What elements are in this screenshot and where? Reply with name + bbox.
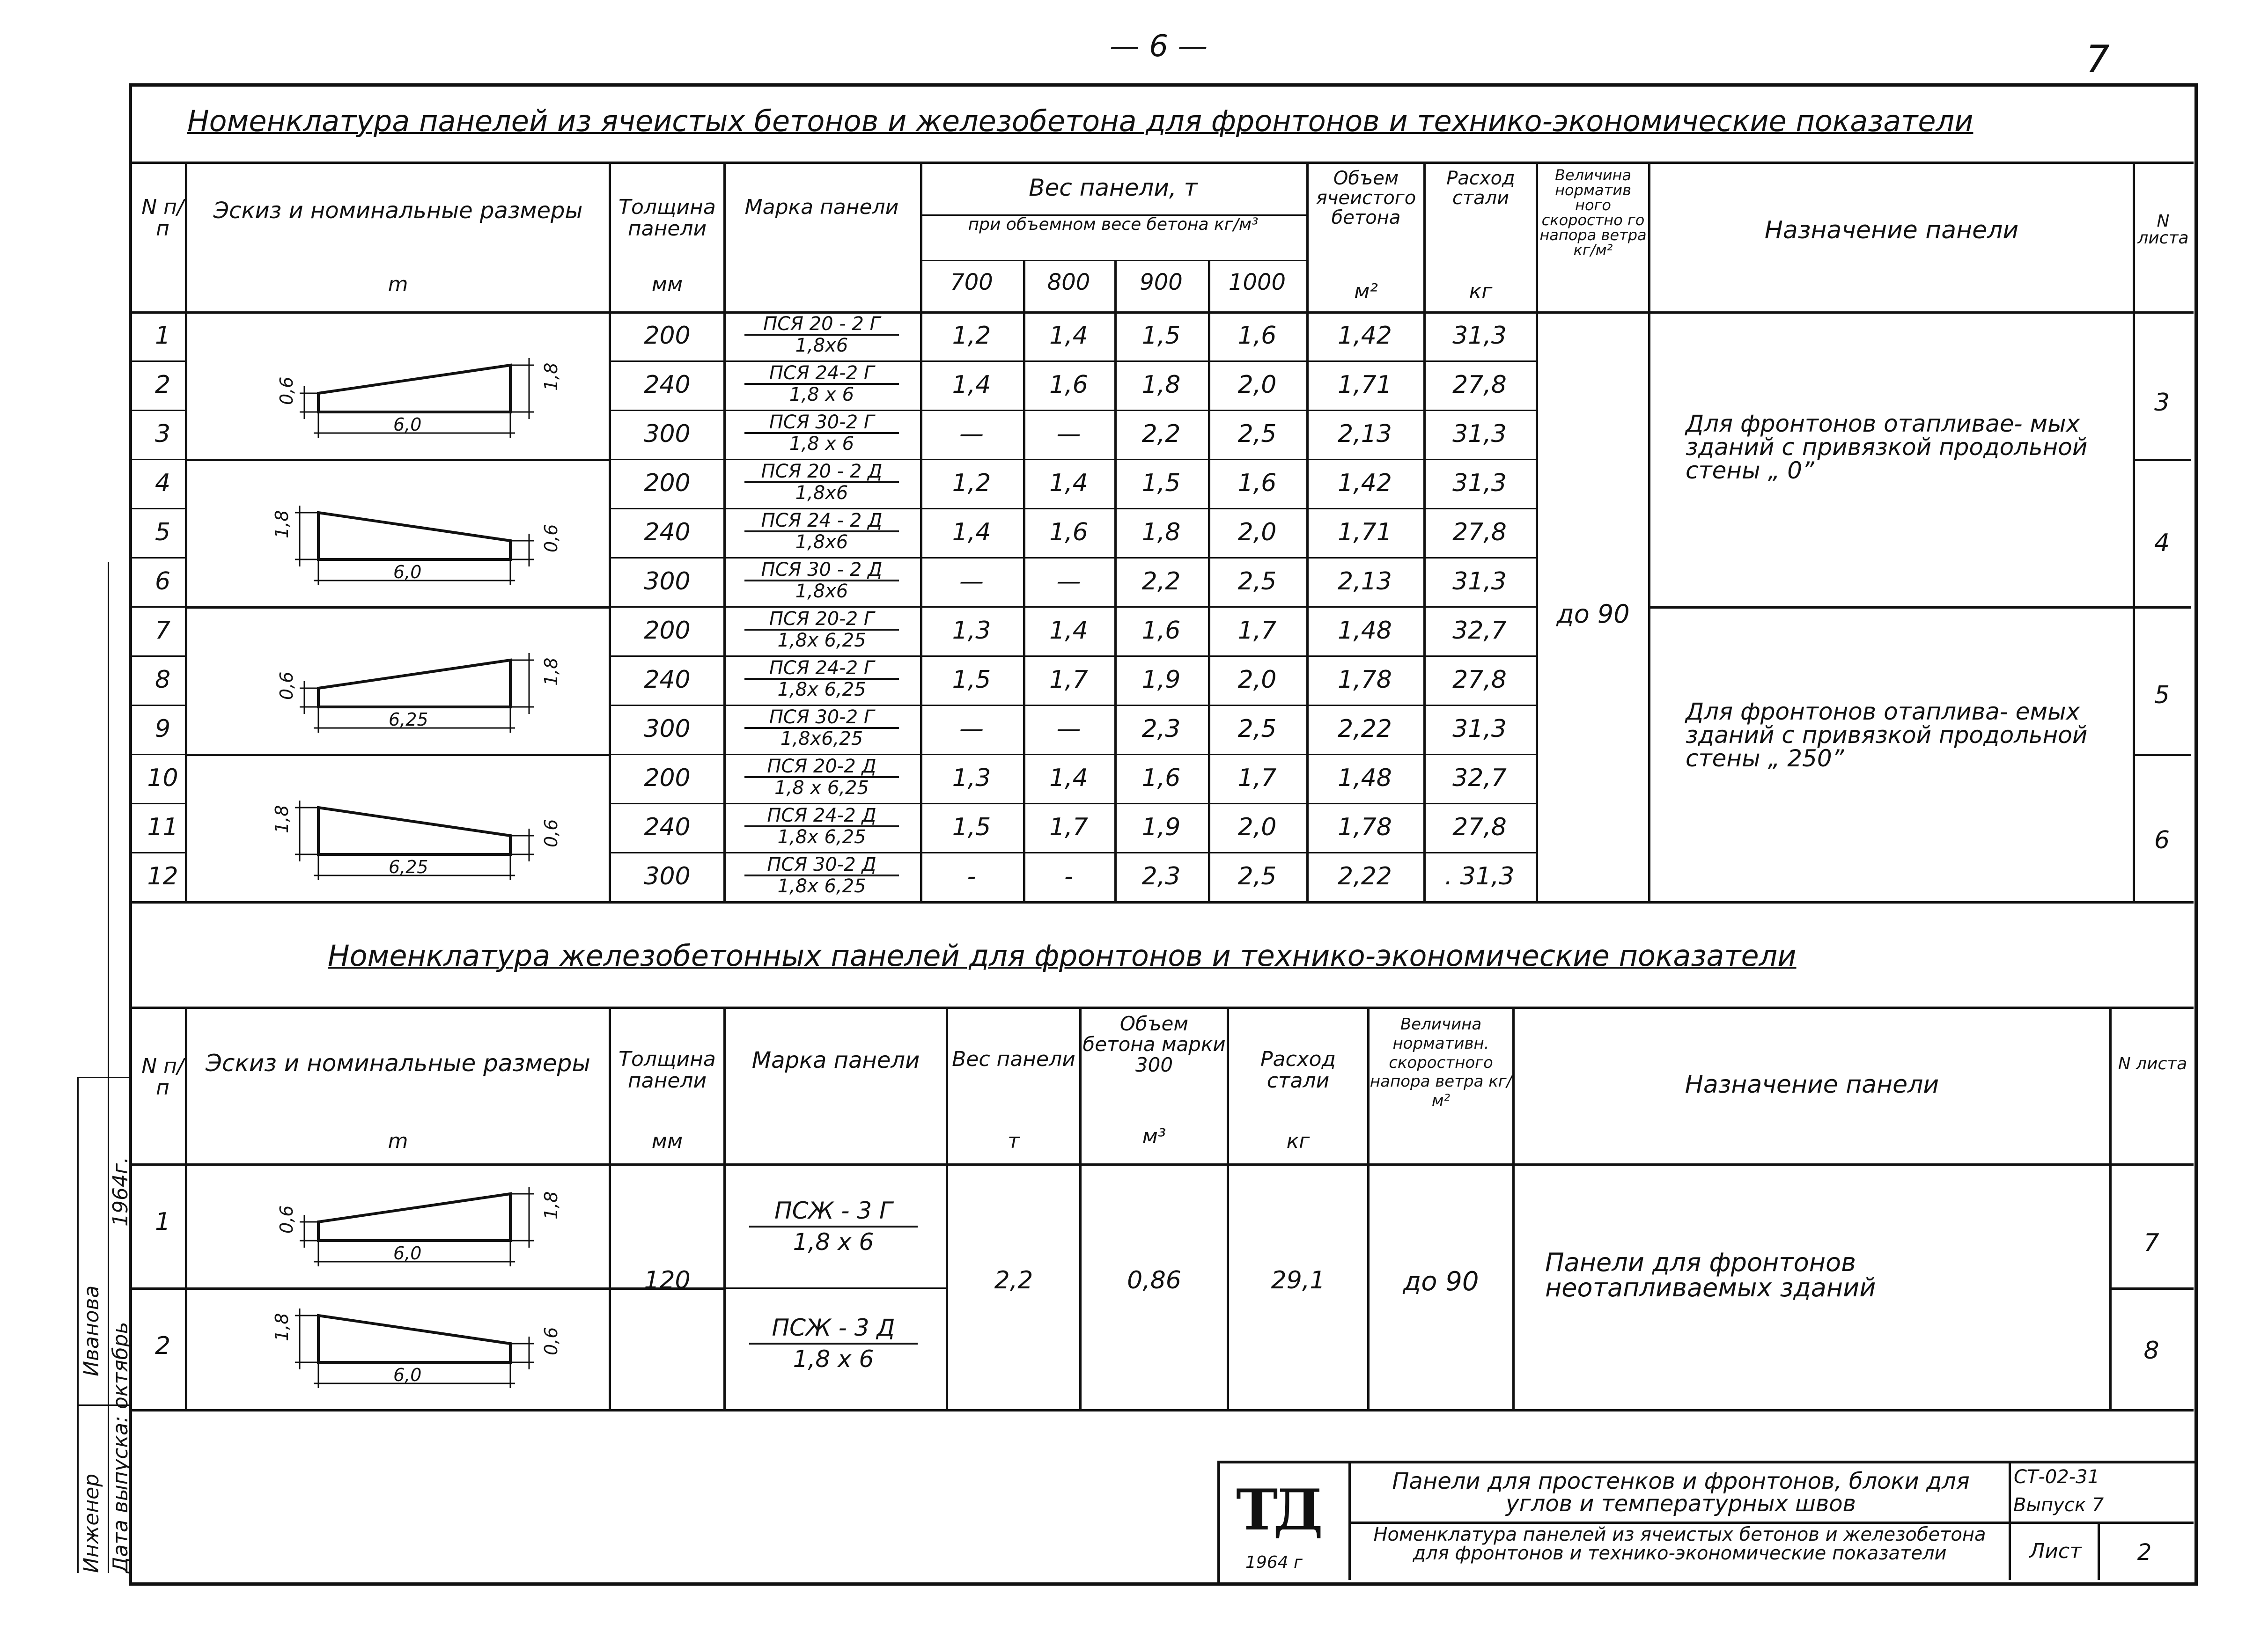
t1-row-7-w900: 1,6 [1141, 617, 1181, 645]
t1-density-900: 900 [1140, 269, 1183, 295]
t1-sketch-2-left: 1,8 [272, 510, 292, 538]
t2-row-1-mark [749, 1196, 918, 1257]
t1-row-9-mark-top: ПСЯ 30-2 Г [744, 707, 899, 729]
t1-row-5-t: 240 [644, 518, 691, 546]
t1-row-1-vol: 1,42 [1338, 322, 1392, 350]
t1-row-6-w800: — [1056, 567, 1081, 595]
t1-sheet-5: 5 [2154, 681, 2170, 709]
t1-row-rule [129, 655, 185, 657]
t2-header-purpose: Назначение панели [1685, 1071, 1939, 1099]
t1-row-4-mark [744, 462, 899, 503]
t2-header-thickness: Толщина панели [619, 1047, 716, 1093]
stamp-date-label: Дата выпуска: октябрь [109, 1322, 133, 1573]
title-block-code: СТ-02-31 [2013, 1466, 2100, 1488]
t1-row-4-n: 4 [155, 469, 171, 497]
title-block-sheet-num: 2 [2137, 1539, 2152, 1566]
t1-header-volume: Объем ячеистого бетона [1316, 168, 1416, 228]
t2-row-2-mark [749, 1313, 918, 1374]
t1-row-rule [609, 459, 1536, 460]
t1-row-5-mark-top: ПСЯ 24 - 2 Д [744, 511, 899, 532]
t1-row-8-vol: 1,78 [1338, 666, 1392, 694]
t2-row-2-num: 2 [155, 1332, 171, 1360]
t1-row-10-mark [744, 757, 899, 798]
t1-row-11-steel: 27,8 [1452, 813, 1507, 841]
t1-row-4-mark-top: ПСЯ 20 - 2 Д [744, 462, 899, 483]
t1-header-steel-unit: кг [1469, 279, 1493, 303]
t1-row-4-steel: 31,3 [1452, 469, 1507, 497]
t1-row-1-w700: 1,2 [952, 322, 991, 350]
t1-row-rule [609, 557, 1536, 559]
t1-sheet-rule [2133, 459, 2191, 461]
t1-row-11-w1000: 2,0 [1237, 813, 1277, 841]
t1-row-10-vol: 1,48 [1338, 764, 1392, 792]
t1-row-6-vol: 2,13 [1338, 567, 1392, 595]
t1-row-11-w800: 1,7 [1049, 813, 1088, 841]
t1-sketch-1 [225, 346, 571, 440]
t1-row-2-w900: 1,8 [1141, 371, 1181, 399]
t2-sketch-2-length: 6,0 [393, 1365, 422, 1385]
t1-row-3-n: 3 [155, 420, 171, 448]
t1-row-6-mark-top: ПСЯ 30 - 2 Д [744, 560, 899, 581]
t1-row-7-mark-top: ПСЯ 20-2 Г [744, 609, 899, 631]
t1-row-12-mark [744, 855, 899, 896]
t1-row-12-w700: - [967, 862, 976, 890]
t1-row-9-w1000: 2,5 [1237, 715, 1277, 743]
stamp-rule [77, 1077, 129, 1078]
t1-row-rule [609, 606, 1536, 608]
t1-row-3-vol: 2,13 [1338, 420, 1392, 448]
t1-sketch-1-length: 6,0 [393, 414, 422, 435]
t1-row-8-mark-bot: 1,8х 6,25 [777, 679, 866, 700]
t1-sheet-3: 3 [2154, 389, 2170, 417]
t1-row-11-mark [744, 806, 899, 847]
t2-header-steel-unit: кг [1286, 1129, 1310, 1153]
tb-line [1348, 1461, 1351, 1580]
t2-col-line [185, 1007, 187, 1409]
table1-top-rule [129, 162, 2194, 164]
t1-row-5-mark [744, 511, 899, 552]
t1-row-rule [609, 754, 1536, 755]
t1-row-10-w1000: 1,7 [1237, 764, 1277, 792]
t2-header-sheet: N листа [2118, 1054, 2187, 1073]
t1-row-11-w900: 1,9 [1141, 813, 1181, 841]
t1-row-8-mark-top: ПСЯ 24-2 Г [744, 658, 899, 680]
t1-row-8-steel: 27,8 [1452, 666, 1507, 694]
t2-sketch-2-right: 0,6 [541, 1327, 561, 1355]
t1-row-4-mark-bot: 1,8х6 [795, 482, 848, 504]
t1-header-steel: Расход стали [1446, 168, 1515, 209]
t2-sketch-1-right: 1,8 [541, 1191, 561, 1220]
t2-thickness: 120 [644, 1266, 691, 1294]
t1-row-rule [129, 705, 185, 706]
t1-row-10-n: 10 [147, 764, 178, 792]
t1-row-4-w900: 1,5 [1141, 469, 1181, 497]
t1-sketch-2-length: 6,0 [393, 562, 422, 582]
t1-row-rule [129, 852, 185, 853]
t1-row-8-t: 240 [644, 666, 691, 694]
t1-row-8-w800: 1,7 [1049, 666, 1088, 694]
t2-row-2-sheet: 8 [2143, 1337, 2159, 1365]
t2-row-1-mark-bot: 1,8 х 6 [793, 1228, 874, 1256]
t2-header-bottom [129, 1163, 2194, 1166]
t1-sketch-4-right: 0,6 [541, 819, 561, 847]
t1-row-1-t: 200 [644, 322, 691, 350]
t1-header-weight-sub: при объемном весе бетона кг/м³ [968, 215, 1259, 234]
t1-row-7-mark-bot: 1,8х 6,25 [777, 630, 866, 651]
t1-row-2-mark-bot: 1,8 х 6 [789, 384, 854, 405]
t1-row-4-vol: 1,42 [1338, 469, 1392, 497]
t1-row-7-vol: 1,48 [1338, 617, 1392, 645]
title-block-issue: Выпуск 7 [2013, 1494, 2104, 1516]
t1-row-12-w1000: 2,5 [1237, 862, 1277, 890]
t2-steel: 29,1 [1271, 1266, 1325, 1294]
t2-row-2-mark-top: ПСЖ - 3 Д [749, 1313, 918, 1345]
t1-row-4-w800: 1,4 [1049, 469, 1088, 497]
t2-row-rule [723, 1287, 946, 1289]
t1-sketch-4-length: 6,25 [389, 857, 428, 877]
t1-row-9-vol: 2,22 [1338, 715, 1392, 743]
t1-row-3-mark [744, 412, 899, 454]
t1-row-10-t: 200 [644, 764, 691, 792]
t1-density-800: 800 [1047, 269, 1090, 295]
t1-row-10-w900: 1,6 [1141, 764, 1181, 792]
t1-sketch-2 [225, 494, 571, 588]
t1-row-2-w800: 1,6 [1049, 371, 1088, 399]
t1-sketch-3-left: 0,6 [276, 671, 297, 700]
t1-row-rule [129, 606, 185, 608]
t1-row-8-w1000: 2,0 [1237, 666, 1277, 694]
t2-header-thickness-unit: мм [651, 1129, 683, 1153]
t1-row-2-vol: 1,71 [1338, 371, 1392, 399]
t2-row-1-sheet: 7 [2143, 1229, 2159, 1257]
t1-row-rule [609, 508, 1536, 509]
t1-row-2-w700: 1,4 [952, 371, 991, 399]
t1-sketch-3-length: 6,25 [389, 709, 428, 730]
t1-row-7-steel: 32,7 [1452, 617, 1507, 645]
t1-sketch-3 [225, 641, 571, 735]
t1-row-rule [129, 557, 185, 559]
t1-row-10-w800: 1,4 [1049, 764, 1088, 792]
t1-row-12-steel: . 31,3 [1444, 862, 1515, 890]
t1-row-1-w900: 1,5 [1141, 322, 1181, 350]
t1-row-4-w1000: 1,6 [1237, 469, 1277, 497]
t1-row-7-mark [744, 609, 899, 650]
t1-row-11-t: 240 [644, 813, 691, 841]
t2-header-mark: Марка панели [751, 1047, 920, 1073]
t1-row-5-mark-bot: 1,8х6 [795, 531, 848, 553]
t1-row-5-w700: 1,4 [952, 518, 991, 546]
t1-row-1-steel: 31,3 [1452, 322, 1507, 350]
t1-row-9-n: 9 [155, 715, 171, 743]
t2-header-sketch: Эскиз и номинальные размеры [206, 1050, 590, 1077]
t1-row-1-mark-bot: 1,8х6 [795, 335, 848, 356]
stamp-role: Инженер [80, 1473, 103, 1573]
t1-purpose-b: Для фронтонов отаплива- емых зданий с привязкой продольной стены „ 250” [1686, 698, 2088, 772]
t1-row-4-w700: 1,2 [952, 469, 991, 497]
t1-row-rule [609, 655, 1536, 657]
t1-row-rule [129, 459, 185, 460]
t1-row-5-n: 5 [155, 518, 171, 546]
t1-row-10-w700: 1,3 [952, 764, 991, 792]
t2-header-num: N п/п [141, 1054, 184, 1100]
t1-row-10-steel: 32,7 [1452, 764, 1507, 792]
t1-row-3-mark-top: ПСЯ 30-2 Г [744, 412, 899, 434]
t2-header-volume: Объем бетона марки 300 [1082, 1012, 1226, 1077]
t1-row-9-steel: 31,3 [1452, 715, 1507, 743]
t2-sketch-1-left: 0,6 [276, 1205, 297, 1234]
t1-bottom-rule [129, 901, 2194, 904]
t2-row-rule [2109, 1287, 2194, 1290]
t1-group-rule [185, 754, 609, 756]
t1-header-wind: Величина норматив ного скоростно го напора ветра кг/м² [1539, 166, 1647, 259]
stamp-name: Иванова [80, 1285, 103, 1376]
t1-row-3-w800: — [1056, 420, 1081, 448]
t1-row-rule [129, 410, 185, 411]
t1-header-sketch-unit: m [388, 272, 408, 296]
title-block-sheet-label: Лист [2029, 1539, 2082, 1563]
t2-sketch-2 [225, 1297, 571, 1395]
t1-row-1-w1000: 1,6 [1237, 322, 1277, 350]
t1-row-rule [609, 410, 1536, 411]
page-number: — 6 — [1110, 29, 1208, 64]
t1-sheet-6: 6 [2154, 826, 2170, 854]
t1-row-1-n: 1 [155, 322, 171, 350]
t1-row-2-mark [744, 363, 899, 404]
stamp-year: 1964г. [109, 1156, 133, 1227]
left-margin-line-2 [77, 1077, 79, 1573]
t1-row-11-n: 11 [147, 813, 178, 841]
t1-row-5-w800: 1,6 [1049, 518, 1088, 546]
t2-header-wind: Величина нормативн. скоростного напора ветра кг/м² [1370, 1015, 1512, 1110]
t1-row-11-w700: 1,5 [952, 813, 991, 841]
t1-header-weight: Вес панели, т [1029, 174, 1198, 201]
t1-sketch-4-left: 1,8 [272, 805, 292, 833]
t1-row-rule [609, 852, 1536, 853]
t1-row-3-steel: 31,3 [1452, 420, 1507, 448]
t1-row-11-mark-bot: 1,8х 6,25 [777, 826, 866, 848]
t1-row-12-mark-top: ПСЯ 30-2 Д [744, 855, 899, 876]
t1-header-thickness: Толщина панели [619, 195, 716, 241]
t1-row-rule [129, 508, 185, 509]
t2-header-steel: Расход стали [1260, 1047, 1336, 1093]
t1-sketch-4 [225, 789, 571, 882]
t1-row-9-w700: — [959, 715, 984, 743]
t1-row-12-vol: 2,22 [1338, 862, 1392, 890]
t1-col-line [723, 162, 726, 901]
t1-group-rule [185, 459, 609, 461]
t2-header-sketch-unit: m [388, 1129, 408, 1153]
t1-sheet-4: 4 [2154, 529, 2170, 557]
t1-row-6-mark [744, 560, 899, 601]
t1-row-rule [129, 754, 185, 755]
t2-weight: 2,2 [994, 1266, 1033, 1294]
t1-row-5-w900: 1,8 [1141, 518, 1181, 546]
t1-col-line [1648, 162, 1650, 901]
t1-row-rule [609, 803, 1536, 804]
t2-header-weight-unit: т [1008, 1129, 1020, 1153]
t1-row-1-w800: 1,4 [1049, 322, 1088, 350]
t1-row-1-mark-top: ПСЯ 20 - 2 Г [744, 314, 899, 336]
t1-density-1000: 1000 [1228, 269, 1286, 295]
t2-row-1-num: 1 [155, 1208, 171, 1236]
t1-row-12-w900: 2,3 [1141, 862, 1181, 890]
t1-row-7-w1000: 1,7 [1237, 617, 1277, 645]
t1-row-2-t: 240 [644, 371, 691, 399]
t1-row-4-t: 200 [644, 469, 691, 497]
t1-row-8-w700: 1,5 [952, 666, 991, 694]
t1-row-12-t: 300 [644, 862, 691, 890]
t1-row-9-mark [744, 707, 899, 749]
t1-sheet-rule [2133, 606, 2191, 609]
t1-sketch-1-left: 0,6 [276, 376, 297, 405]
title-block-logo: ТД [1236, 1477, 1318, 1543]
t1-purpose-rule [1648, 606, 2133, 609]
t2-col-line [1512, 1007, 1515, 1409]
t2-row-2-mark-bot: 1,8 х 6 [793, 1345, 874, 1373]
t1-row-7-n: 7 [155, 617, 171, 645]
t1-col-line [1536, 162, 1538, 901]
t1-col-line [185, 162, 187, 901]
t1-row-3-t: 300 [644, 420, 691, 448]
t1-header-thickness-unit: мм [651, 272, 683, 296]
t1-row-8-mark [744, 658, 899, 699]
t2-sketch-1 [225, 1175, 571, 1269]
t1-density-rule [920, 260, 1306, 261]
t1-row-7-w700: 1,3 [952, 617, 991, 645]
t1-row-rule [609, 360, 1536, 362]
sheet-corner-number: 7 [2086, 37, 2110, 81]
t1-row-7-w800: 1,4 [1049, 617, 1088, 645]
t1-row-1-mark [744, 314, 899, 355]
t1-row-3-w900: 2,2 [1141, 420, 1181, 448]
t1-wind-value: до 90 [1556, 599, 1630, 629]
t1-row-3-w700: — [959, 420, 984, 448]
t1-row-rule [609, 705, 1536, 706]
t1-header-bottom [129, 311, 2194, 314]
t1-sheet-rule [2133, 754, 2191, 756]
t2-header-weight: Вес панели [952, 1047, 1075, 1071]
title-block-series: Панели для простенков и фронтонов, блоки для углов и температурных швов [1392, 1468, 1970, 1517]
title-block-year: 1964 г [1245, 1553, 1303, 1572]
t1-row-6-w700: — [959, 567, 984, 595]
t2-sketch-1-length: 6,0 [393, 1243, 422, 1264]
t1-row-6-w900: 2,2 [1141, 567, 1181, 595]
t1-sketch-3-right: 1,8 [541, 657, 561, 686]
t1-row-11-vol: 1,78 [1338, 813, 1392, 841]
t1-row-2-n: 2 [155, 371, 171, 399]
t1-row-12-n: 12 [147, 862, 178, 890]
t1-row-2-w1000: 2,0 [1237, 371, 1277, 399]
t1-row-10-mark-bot: 1,8 х 6,25 [774, 777, 869, 799]
t1-row-9-mark-bot: 1,8х6,25 [780, 728, 863, 750]
t1-header-sheet: N листа [2137, 212, 2189, 248]
t1-sketch-2-right: 0,6 [541, 524, 561, 552]
t1-row-2-mark-top: ПСЯ 24-2 Г [744, 363, 899, 385]
t1-row-5-steel: 27,8 [1452, 518, 1507, 546]
t1-row-6-mark-bot: 1,8х6 [795, 581, 848, 602]
t1-row-8-n: 8 [155, 666, 171, 694]
t1-row-rule [129, 803, 185, 804]
t2-purpose: Панели для фронтонов неотапливаемых зданий [1545, 1248, 1876, 1302]
t1-header-mark: Марка панели [744, 195, 899, 219]
t1-row-rule [129, 360, 185, 362]
t2-wind: до 90 [1403, 1266, 1479, 1297]
table2-title: Номенклатура железобетонных панелей для фронтонов и технико-экономические показатели [328, 939, 1797, 973]
t1-row-2-steel: 27,8 [1452, 371, 1507, 399]
tb-line [2009, 1461, 2011, 1580]
t1-row-6-t: 300 [644, 567, 691, 595]
t1-row-7-t: 200 [644, 617, 691, 645]
t1-row-3-w1000: 2,5 [1237, 420, 1277, 448]
t2-bottom-rule [129, 1409, 2194, 1411]
t1-row-8-w900: 1,9 [1141, 666, 1181, 694]
t2-top-rule [129, 1007, 2194, 1009]
t1-row-6-n: 6 [155, 567, 171, 595]
t1-header-volume-unit: м² [1354, 279, 1378, 303]
t1-row-6-steel: 31,3 [1452, 567, 1507, 595]
t1-row-11-mark-top: ПСЯ 24-2 Д [744, 806, 899, 827]
t1-density-700: 700 [950, 269, 993, 295]
t1-header-sketch: Эскиз и номинальные размеры [213, 198, 583, 224]
t2-header-volume-unit: м³ [1142, 1125, 1166, 1148]
t1-row-10-mark-top: ПСЯ 20-2 Д [744, 757, 899, 778]
t1-row-12-mark-bot: 1,8х 6,25 [777, 875, 866, 897]
t1-row-3-mark-bot: 1,8 х 6 [789, 433, 854, 455]
t1-header-purpose: Назначение панели [1764, 216, 2019, 244]
title-block-sheet-desc: Номенклатура панелей из ячеистых бетонов и железобетона для фронтонов и технико-экономические показатели [1373, 1524, 1986, 1564]
t1-row-9-w900: 2,3 [1141, 715, 1181, 743]
t1-row-5-w1000: 2,0 [1237, 518, 1277, 546]
t2-sketch-2-left: 1,8 [272, 1313, 292, 1341]
t1-sketch-1-right: 1,8 [541, 362, 561, 391]
t1-row-9-w800: — [1056, 715, 1081, 743]
t2-volume: 0,86 [1127, 1266, 1181, 1294]
t1-row-9-t: 300 [644, 715, 691, 743]
t1-header-num: N п/п [141, 195, 184, 241]
t1-row-5-vol: 1,71 [1338, 518, 1392, 546]
table1-title: Номенклатура панелей из ячеистых бетонов и железобетона для фронтонов и технико-экономические показатели [187, 104, 1973, 138]
t1-row-6-w1000: 2,5 [1237, 567, 1277, 595]
t2-row-1-mark-top: ПСЖ - 3 Г [749, 1196, 918, 1228]
t1-purpose-a: Для фронтонов отапливае- мых зданий с привязкой продольной стены „ 0” [1686, 410, 2088, 484]
t1-row-12-w800: - [1064, 862, 1073, 890]
t1-group-rule [185, 606, 609, 609]
